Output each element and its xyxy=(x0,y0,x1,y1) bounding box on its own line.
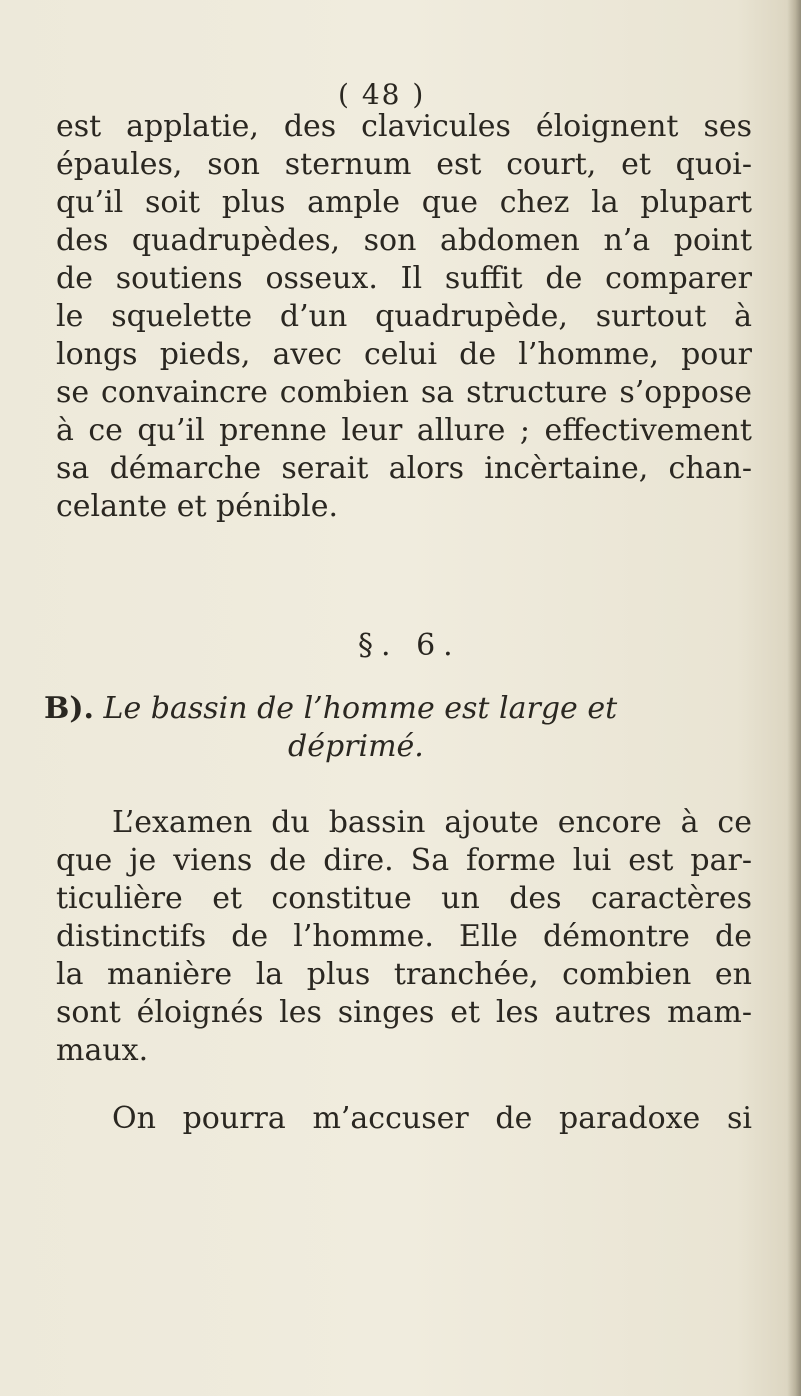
section-heading-line-1 xyxy=(44,690,617,728)
text-line: celante et pénible. xyxy=(56,489,339,524)
page-edge-shadow xyxy=(787,0,801,1396)
text-line: se convaincre combien sa structure s’oppose xyxy=(56,375,752,410)
text-line: est applatie, des clavicules éloignent ses xyxy=(56,109,752,144)
text-line: que je viens de dire. Sa forme lui est par- xyxy=(56,843,752,878)
text-line: le squelette d’un quadrupède, surtout à xyxy=(56,299,752,334)
text-line: de soutiens osseux. Il suffit de comparer xyxy=(56,261,752,296)
text-line: ticulière et constitue un des caractères xyxy=(56,881,752,916)
section-number: §. 6. xyxy=(358,628,461,663)
text-line: maux. xyxy=(56,1033,149,1068)
section-heading-line-2: déprimé. xyxy=(288,729,424,764)
text-line: sont éloignés les singes et les autres mam- xyxy=(56,995,752,1030)
text-line: à ce qu’il prenne leur allure ; effectivement xyxy=(56,413,752,448)
text-line: qu’il soit plus ample que chez la plupart xyxy=(56,185,752,220)
text-line: la manière la plus tranchée, combien en xyxy=(56,957,752,992)
text-line: sa démarche serait alors incèrtaine, chan- xyxy=(56,451,752,486)
page-number: ( 48 ) xyxy=(338,78,426,111)
text-line: On pourra m’accuser de paradoxe si xyxy=(112,1101,752,1136)
text-line: distinctifs de l’homme. Elle démontre de xyxy=(56,919,752,954)
section-title: Le bassin de l’homme est large et xyxy=(103,691,618,726)
text-line: L’examen du bassin ajoute encore à ce xyxy=(112,805,752,840)
text-line: longs pieds, avec celui de l’homme, pour xyxy=(56,337,752,372)
section-label: B). xyxy=(44,691,94,726)
text-line: des quadrupèdes, son abdomen n’a point xyxy=(56,223,752,258)
text-line: épaules, son sternum est court, et quoi- xyxy=(56,147,752,182)
